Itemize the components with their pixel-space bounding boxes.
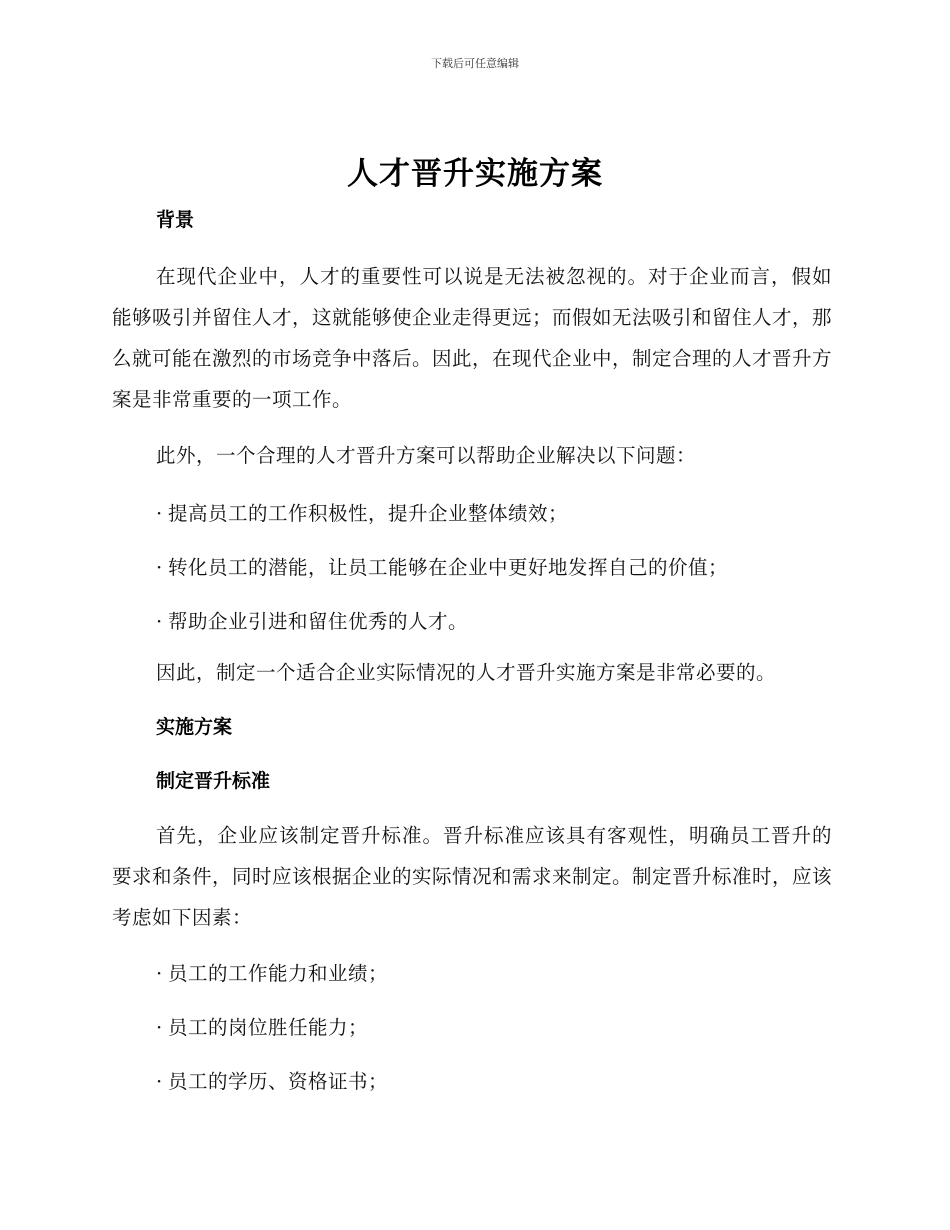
background-paragraph-3: 因此，制定一个适合企业实际情况的人才晋升实施方案是非常必要的。 bbox=[156, 661, 777, 684]
list-item-text: 转化员工的潜能，让员工能够在企业中更好地发挥自己的价值； bbox=[168, 556, 729, 579]
plan-paragraph-1: 首先，企业应该制定晋升标准。晋升标准应该具有客观性，明确员工晋升的要求和条件，同时应该根据企业的实际情况和需求来制定。制定晋升标准时，应该考虑如下因素： bbox=[112, 824, 833, 929]
list-item bbox=[112, 498, 832, 530]
list-item bbox=[112, 552, 832, 584]
list-item-text: 员工的工作能力和业绩； bbox=[168, 962, 389, 985]
bullet-dot: · bbox=[156, 1016, 163, 1039]
section-heading-background: 背景 bbox=[156, 209, 195, 231]
bullet-dot: · bbox=[156, 1070, 163, 1093]
list-item-text: 员工的学历、资格证书； bbox=[168, 1070, 389, 1093]
background-paragraph-1: 在现代企业中，人才的重要性可以说是无法被忽视的。对于企业而言，假如能够吸引并留住人才，这就能够使企业走得更远；而假如无法吸引和留住人才，那么就可能在激烈的市场竞争中落后。因此，在现代企业中，制定合理的人才晋升方案是非常重要的一项工作。 bbox=[112, 265, 833, 411]
document-title: 人才晋升实施方案 bbox=[347, 156, 603, 192]
bullet-dot: · bbox=[156, 610, 163, 633]
background-paragraph-2: 此外，一个合理的人才晋升方案可以帮助企业解决以下问题： bbox=[156, 444, 697, 467]
list-item bbox=[112, 606, 832, 638]
bullet-dot: · bbox=[156, 502, 163, 525]
list-item bbox=[112, 958, 832, 990]
list-item-text: 员工的岗位胜任能力； bbox=[168, 1016, 369, 1039]
list-item-text: 提高员工的工作积极性，提升企业整体绩效； bbox=[168, 502, 569, 525]
list-item bbox=[112, 1066, 832, 1098]
bullet-dot: · bbox=[156, 962, 163, 985]
bullet-dot: · bbox=[156, 556, 163, 579]
list-item bbox=[112, 1012, 832, 1044]
subsection-heading-standards: 制定晋升标准 bbox=[156, 770, 271, 792]
page-header-note: 下载后可任意编辑 bbox=[431, 57, 519, 70]
section-heading-plan: 实施方案 bbox=[156, 716, 233, 738]
document-body bbox=[112, 204, 832, 1098]
list-item-text: 帮助企业引进和留住优秀的人才。 bbox=[168, 610, 469, 633]
